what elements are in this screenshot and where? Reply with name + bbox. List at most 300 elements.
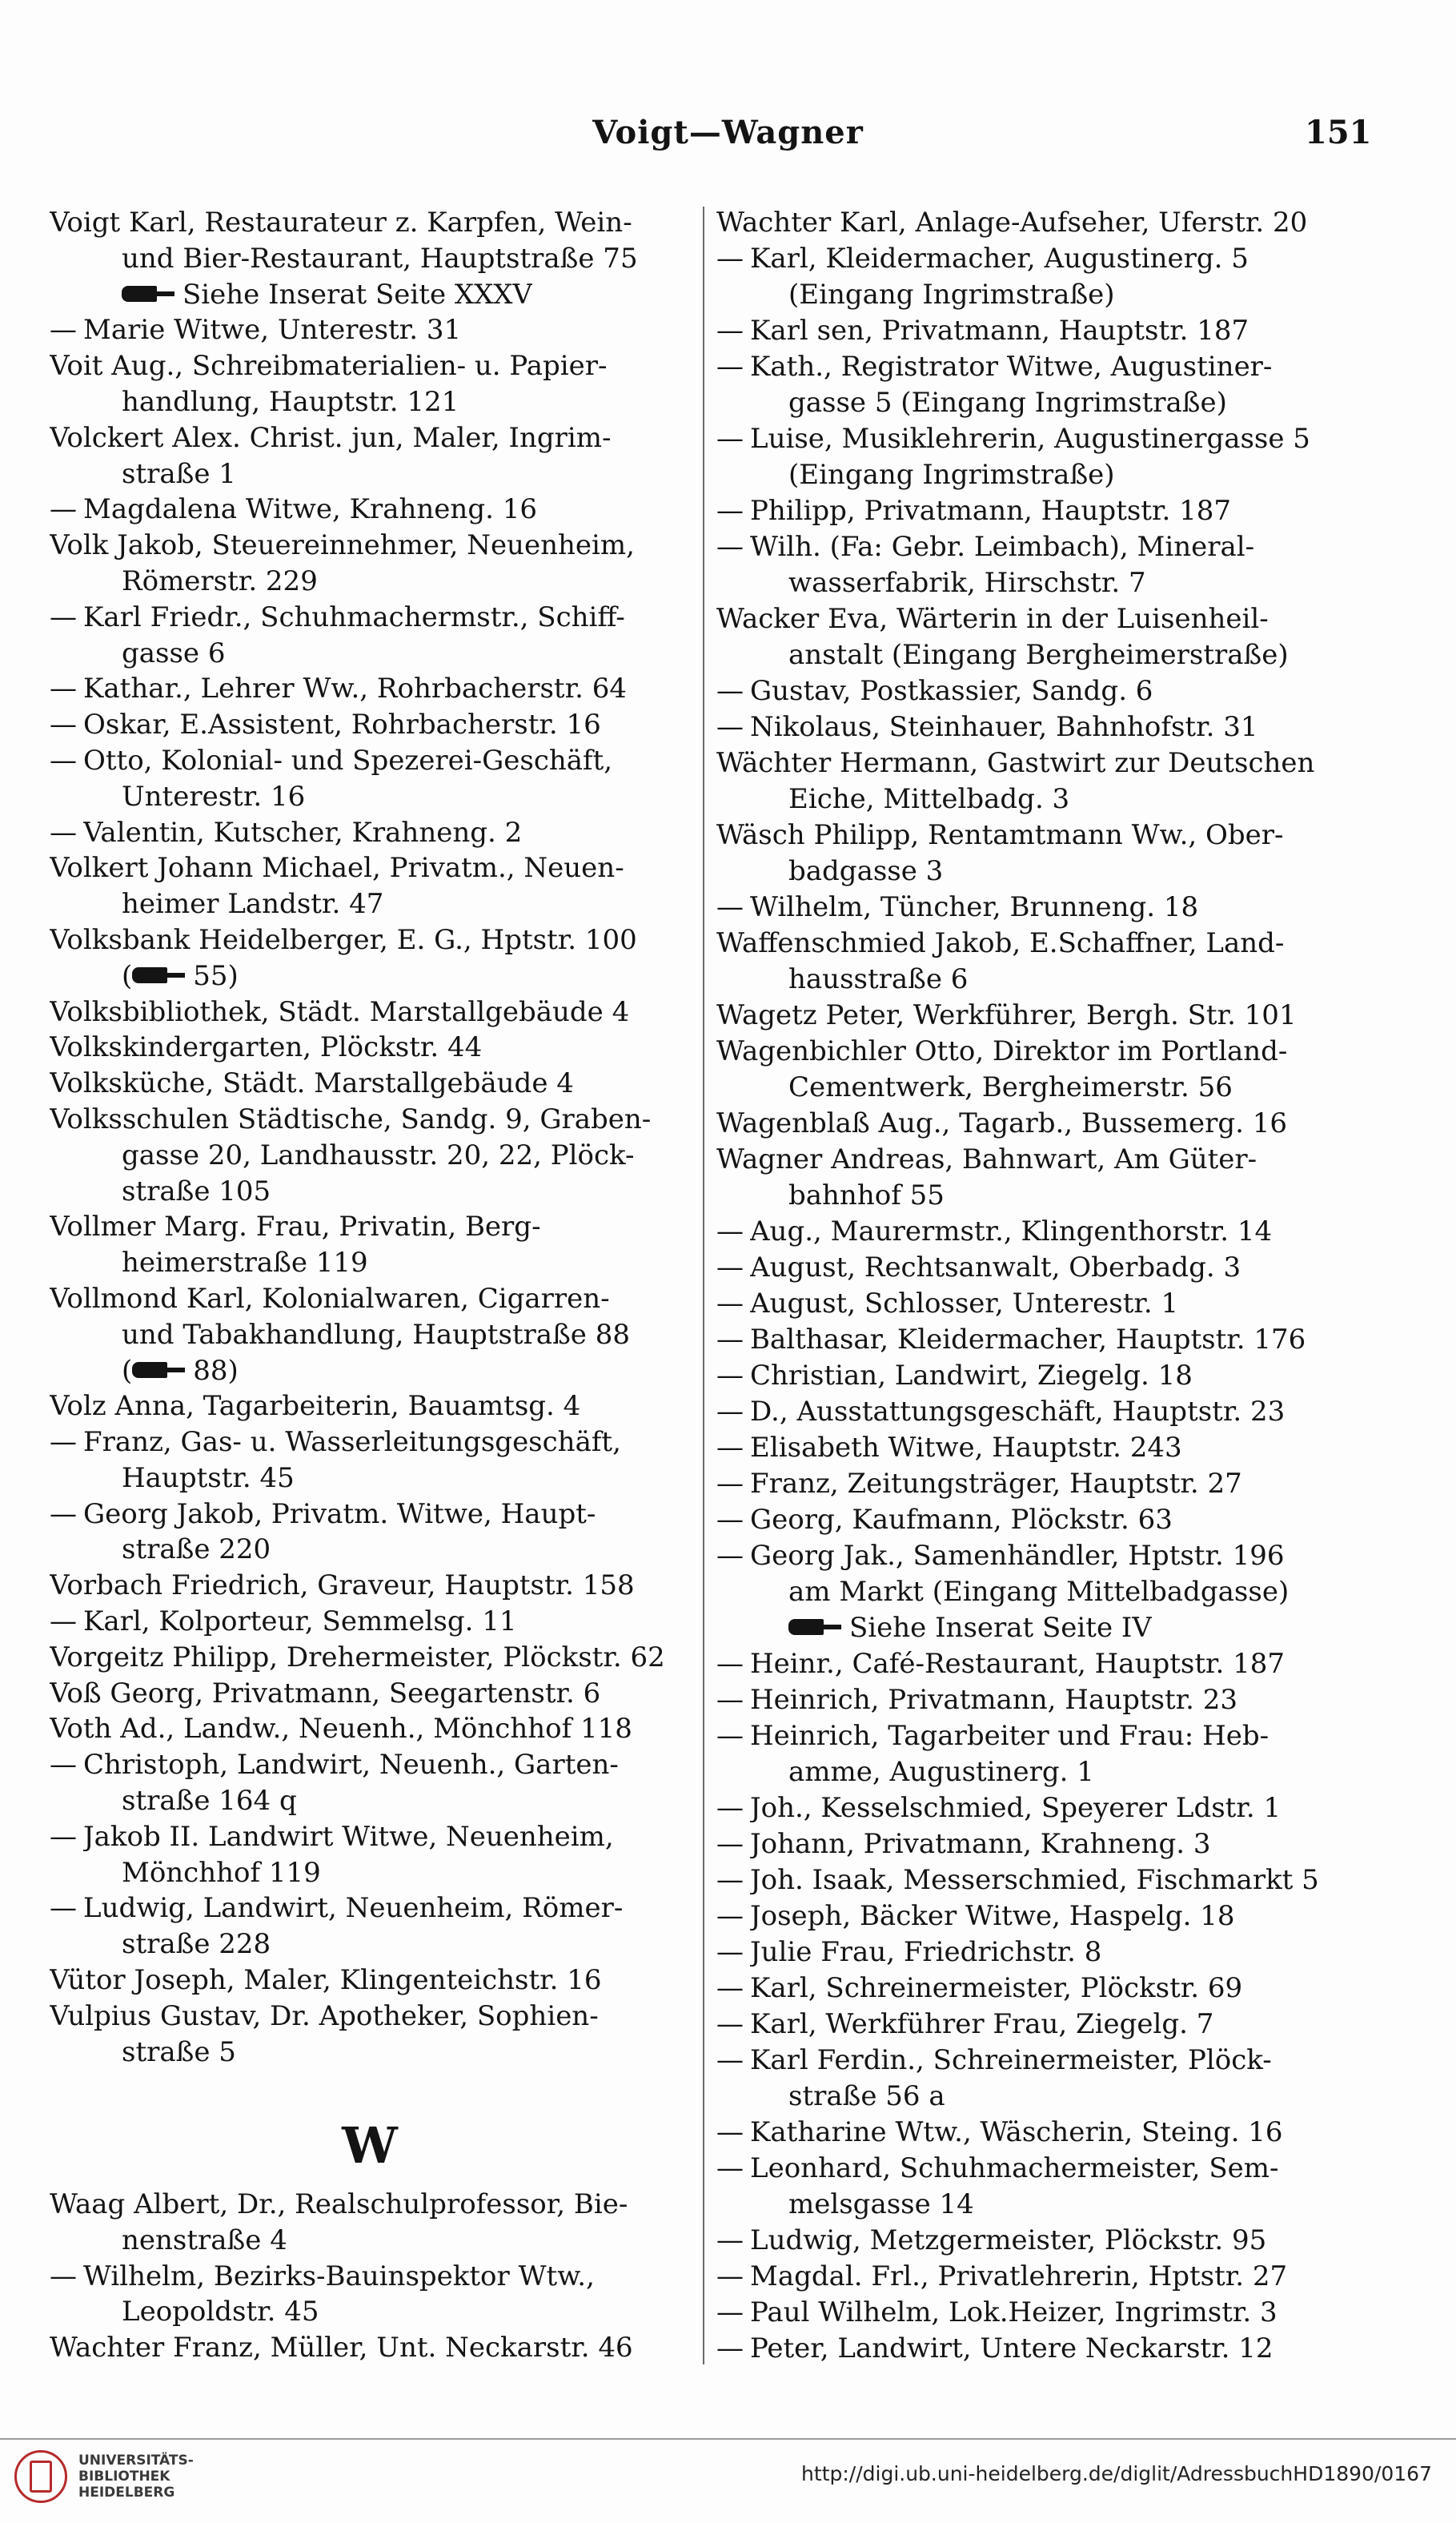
entry-text: (Eingang Ingrimstraße) [788, 459, 1115, 491]
directory-entry [716, 207, 1369, 239]
entry-text: gasse 20, Landhausstr. 20, 22, Plöck- [122, 1139, 635, 1171]
directory-entry [716, 1107, 1369, 1139]
entry-text: Hauptstr. 45 [122, 1461, 295, 1494]
directory-subentry [716, 1468, 1369, 1500]
entry-text: Katharine Wtw., Wäscherin, Steing. 16 [750, 2116, 1283, 2148]
directory-subentry [716, 2152, 1369, 2184]
directory-subentry [716, 1900, 1369, 1932]
entry-text: Volckert Alex. Christ. jun, Maler, Ingrim- [50, 421, 612, 454]
entry-text: Kathar., Lehrer Ww., Rohrbacherstr. 64 [83, 673, 627, 705]
entry-text: Siehe Inserat Seite XXXV [183, 278, 533, 311]
ditto-dash: — [716, 2044, 744, 2076]
entry-text: Christoph, Landwirt, Neuenh., Garten- [83, 1749, 619, 1782]
entry-continuation [50, 1355, 690, 1387]
directory-entry [716, 927, 1369, 959]
entry-continuation [50, 1319, 690, 1351]
ditto-dash: — [50, 1892, 77, 1925]
directory-subentry [716, 1684, 1369, 1716]
directory-subentry [50, 314, 690, 346]
ditto-dash: — [50, 744, 77, 777]
library-seal-icon [14, 2450, 67, 2503]
directory-entry [716, 819, 1369, 851]
ditto-dash: — [716, 495, 744, 527]
entry-text: straße 228 [122, 1928, 271, 1961]
entry-text: Vulpius Gustav, Dr. Apotheker, Sophien- [50, 1999, 599, 2032]
advert-reference [50, 279, 690, 311]
entry-text: Volk Jakob, Steuereinnehmer, Neuenheim, [50, 529, 635, 562]
entry-text: Wacker Eva, Wärterin in der Luisenheil- [716, 603, 1269, 635]
directory-subentry [716, 2116, 1369, 2148]
entry-text: Volkskindergarten, Plöckstr. 44 [50, 1031, 483, 1064]
ditto-dash: — [716, 1432, 744, 1464]
entry-text: straße 220 [122, 1533, 271, 1566]
ditto-dash: — [50, 314, 77, 347]
directory-subentry [716, 2224, 1369, 2256]
entry-continuation [50, 1785, 690, 1817]
directory-subentry [716, 495, 1369, 527]
directory-subentry [716, 1864, 1369, 1896]
pointing-hand-icon [122, 283, 174, 303]
entry-text: Georg Jak., Samenhändler, Hptstr. 196 [750, 1540, 1285, 1572]
ditto-dash: — [50, 816, 77, 849]
directory-subentry [50, 817, 690, 849]
ditto-dash: — [716, 1288, 744, 1320]
entry-continuation [50, 2296, 690, 2328]
ditto-dash: — [716, 1792, 744, 1824]
ditto-dash: — [50, 1820, 77, 1853]
directory-entry [50, 1211, 690, 1243]
entry-text: Joh. Isaak, Messerschmied, Fischmarkt 5 [750, 1864, 1319, 1896]
directory-subentry [50, 1605, 690, 1637]
entry-text: Ludwig, Landwirt, Neuenheim, Römer- [83, 1892, 624, 1925]
ditto-dash: — [50, 2260, 77, 2292]
ditto-dash: — [716, 1972, 744, 2004]
entry-continuation [50, 1857, 690, 1889]
entry-text: Volz Anna, Tagarbeiterin, Bauamtsg. 4 [50, 1390, 581, 1423]
directory-subentry [716, 531, 1369, 563]
directory-subentry [716, 711, 1369, 743]
entry-text: Ludwig, Metzgermeister, Plöckstr. 95 [750, 2224, 1267, 2256]
entry-text: Karl Ferdin., Schreinermeister, Plöck- [750, 2044, 1272, 2076]
directory-subentry [716, 1432, 1369, 1464]
entry-text: Joseph, Bäcker Witwe, Haspelg. 18 [750, 1900, 1235, 1932]
entry-text: Elisabeth Witwe, Hauptstr. 243 [750, 1432, 1182, 1464]
pointing-hand-icon [132, 1359, 185, 1380]
directory-entry [50, 1641, 690, 1673]
directory-entry [716, 603, 1369, 635]
entry-text: Franz, Gas- u. Wasserleitungsgeschäft, [83, 1426, 621, 1459]
entry-text: Volksbank Heidelberger, E. G., Hptstr. 100 [50, 923, 637, 956]
entry-text: Leopoldstr. 45 [122, 2296, 319, 2328]
ditto-dash: — [716, 243, 744, 275]
directory-entry [50, 529, 690, 561]
entry-text: Cementwerk, Bergheimerstr. 56 [788, 1071, 1233, 1103]
ditto-dash: — [716, 1936, 744, 1968]
entry-text: amme, Augustinerg. 1 [788, 1756, 1094, 1788]
entry-text: Luise, Musiklehrerin, Augustinergasse 5 [750, 423, 1310, 455]
ditto-dash: — [716, 1864, 744, 1896]
ditto-dash: — [50, 1605, 77, 1638]
ditto-dash: — [716, 675, 744, 707]
ditto-dash: — [50, 1749, 77, 1782]
directory-entry [50, 422, 690, 454]
advert-reference [716, 1612, 1369, 1644]
entry-text: hausstraße 6 [788, 963, 969, 995]
ditto-dash: — [50, 709, 77, 741]
entry-text: Gustav, Postkassier, Sandg. 6 [750, 675, 1153, 707]
section-letter-heading: W [342, 2116, 398, 2175]
entry-continuation [716, 2188, 1369, 2220]
entry-text: Wagetz Peter, Werkführer, Bergh. Str. 101 [716, 999, 1297, 1031]
entry-continuation [716, 2080, 1369, 2112]
directory-entry [50, 350, 690, 382]
entry-text: Volksbibliothek, Städt. Marstallgebäude 4 [50, 995, 630, 1028]
footer-divider [0, 2438, 1456, 2440]
ditto-dash: — [50, 1426, 77, 1459]
directory-subentry [50, 1892, 690, 1924]
entry-text: Karl, Kleidermacher, Augustinerg. 5 [750, 243, 1249, 275]
directory-subentry [50, 1749, 690, 1781]
entry-text: Wachter Karl, Anlage-Aufseher, Uferstr. 20 [716, 207, 1308, 239]
entry-text: Julie Frau, Friedrichstr. 8 [750, 1936, 1102, 1968]
ditto-dash: — [716, 1215, 744, 1247]
entry-text: Balthasar, Kleidermacher, Hauptstr. 176 [750, 1324, 1306, 1356]
directory-entry [50, 2332, 690, 2364]
entry-text: Peter, Landwirt, Untere Neckarstr. 12 [750, 2332, 1273, 2364]
entry-text: gasse 5 (Eingang Ingrimstraße) [788, 387, 1227, 419]
directory-subentry [716, 1828, 1369, 1860]
entry-continuation [50, 386, 690, 418]
ditto-dash: — [50, 673, 77, 705]
entry-text: straße 1 [122, 457, 236, 490]
directory-entry [50, 2188, 690, 2220]
directory-subentry [716, 351, 1369, 383]
directory-subentry [716, 1396, 1369, 1428]
entry-text: Magdalena Witwe, Krahneng. 16 [83, 493, 537, 526]
directory-subentry [716, 1792, 1369, 1824]
ditto-dash: — [716, 1396, 744, 1428]
ditto-dash: — [716, 1684, 744, 1716]
directory-entry [50, 1390, 690, 1422]
directory-entry [716, 1143, 1369, 1175]
entry-text: Wilhelm, Tüncher, Brunneng. 18 [750, 891, 1199, 923]
ditto-dash: — [716, 2332, 744, 2364]
entry-continuation [716, 567, 1369, 599]
entry-continuation [716, 387, 1369, 419]
entry-text: Leonhard, Schuhmachermeister, Sem- [750, 2152, 1279, 2184]
entry-text: Franz, Zeitungsträger, Hauptstr. 27 [750, 1468, 1242, 1500]
directory-subentry [716, 243, 1369, 275]
entry-text: Vorbach Friedrich, Graveur, Hauptstr. 158 [50, 1569, 635, 1602]
entry-text: straße 105 [122, 1175, 271, 1207]
entry-text: Heinr., Café-Restaurant, Hauptstr. 187 [750, 1648, 1286, 1680]
directory-subentry [716, 891, 1369, 923]
ditto-dash: — [716, 1720, 744, 1752]
ditto-dash: — [716, 711, 744, 743]
entry-text: handlung, Hauptstr. 121 [122, 385, 459, 418]
directory-subentry [716, 1360, 1369, 1392]
library-name-line: UNIVERSITÄTS- [78, 2453, 194, 2469]
ditto-dash: — [716, 2224, 744, 2256]
directory-subentry [716, 2260, 1369, 2292]
entry-text: Waffenschmied Jakob, E.Schaffner, Land- [716, 927, 1285, 959]
directory-subentry [50, 673, 690, 705]
ditto-dash: — [716, 351, 744, 383]
entry-text: Wilh. (Fa: Gebr. Leimbach), Mineral- [750, 531, 1255, 563]
entry-text: nenstraße 4 [122, 2224, 287, 2256]
entry-text: Voß Georg, Privatmann, Seegartenstr. 6 [50, 1677, 601, 1709]
entry-continuation [50, 1462, 690, 1494]
entry-text: Georg, Kaufmann, Plöckstr. 63 [750, 1504, 1173, 1536]
entry-continuation [50, 2036, 690, 2068]
directory-subentry [716, 2044, 1369, 2076]
directory-subentry [716, 1504, 1369, 1536]
entry-text: Eiche, Mittelbadg. 3 [788, 783, 1070, 815]
entry-text: am Markt (Eingang Mittelbadgasse) [788, 1576, 1290, 1608]
directory-subentry [716, 423, 1369, 455]
entry-text: Waag Albert, Dr., Realschulprofessor, Bie- [50, 2188, 628, 2221]
entry-text: und Bier-Restaurant, Hauptstraße 75 [122, 242, 638, 275]
directory-subentry [50, 2260, 690, 2292]
library-name-line: HEIDELBERG [78, 2485, 175, 2501]
entry-text: und Tabakhandlung, Hauptstraße 88 [122, 1318, 630, 1351]
page-number: 151 [1305, 114, 1372, 151]
directory-entry [50, 1103, 690, 1135]
ditto-dash: — [716, 1540, 744, 1572]
directory-subentry [716, 315, 1369, 347]
entry-text: Voit Aug., Schreibmaterialien- u. Papier- [50, 350, 608, 383]
entry-text: heimer Landstr. 47 [122, 888, 384, 921]
entry-text: anstalt (Eingang Bergheimerstraße) [788, 639, 1289, 671]
entry-text: D., Ausstattungsgeschäft, Hauptstr. 23 [750, 1396, 1286, 1428]
page-header-title: Voigt—Wagner [592, 114, 864, 151]
entry-continuation [50, 781, 690, 813]
entry-text: Karl, Werkführer Frau, Ziegelg. 7 [750, 2008, 1214, 2040]
entry-continuation [50, 458, 690, 490]
entry-text: badgasse 3 [788, 855, 944, 887]
library-name [78, 2453, 194, 2501]
ditto-dash: — [50, 1497, 77, 1530]
entry-text: Römerstr. 229 [122, 564, 318, 597]
entry-continuation [716, 963, 1369, 995]
entry-text: Magdal. Frl., Privatlehrerin, Hptstr. 27 [750, 2260, 1288, 2292]
directory-subentry [716, 1215, 1369, 1247]
entry-continuation [716, 1756, 1369, 1788]
entry-text: straße 5 [122, 2035, 236, 2068]
directory-entry [716, 999, 1369, 1031]
entry-text: Wilhelm, Bezirks-Bauinspektor Wtw., [83, 2260, 595, 2292]
directory-subentry [716, 2008, 1369, 2040]
section-spacer [50, 2071, 690, 2103]
directory-subentry [716, 1648, 1369, 1680]
library-name-line: BIBLIOTHEK [78, 2469, 170, 2485]
directory-entry [50, 1569, 690, 1601]
entry-text: Heinrich, Privatmann, Hauptstr. 23 [750, 1684, 1238, 1716]
source-url-link[interactable]: http://digi.ub.uni-heidelberg.de/diglit/AdressbuchHD1890/0167 [801, 2462, 1432, 2485]
reference-paren: ( [122, 1354, 133, 1387]
entry-continuation [50, 2224, 690, 2256]
entry-continuation [716, 459, 1369, 491]
entry-continuation [716, 1576, 1369, 1608]
entry-continuation [716, 279, 1369, 311]
entry-text: Wäsch Philipp, Rentamtmann Ww., Ober- [716, 819, 1284, 851]
entry-text: melsgasse 14 [788, 2188, 974, 2220]
entry-continuation [50, 243, 690, 275]
entry-text: Siehe Inserat Seite IV [849, 1612, 1152, 1644]
entry-text: Wagner Andreas, Bahnwart, Am Güter- [716, 1143, 1257, 1175]
entry-text: Jakob II. Landwirt Witwe, Neuenheim, [83, 1820, 614, 1853]
pointing-hand-icon [132, 964, 185, 985]
entry-text: bahnhof 55 [788, 1179, 945, 1211]
entry-text: Karl sen, Privatmann, Hauptstr. 187 [750, 315, 1249, 347]
directory-entry [50, 1067, 690, 1099]
entry-text: Wachter Franz, Müller, Unt. Neckarstr. 46 [50, 2332, 633, 2364]
ditto-dash: — [716, 2152, 744, 2184]
directory-entry [50, 1283, 690, 1315]
entry-text: Marie Witwe, Unterestr. 31 [83, 314, 462, 347]
directory-entry [716, 1035, 1369, 1067]
directory-subentry [716, 1251, 1369, 1284]
entry-text: Nikolaus, Steinhauer, Bahnhofstr. 31 [750, 711, 1258, 743]
directory-entry [50, 1964, 690, 1996]
entry-text: 88) [193, 1354, 239, 1387]
entry-text: heimerstraße 119 [122, 1247, 368, 1280]
directory-subentry [716, 1972, 1369, 2004]
entry-text: Kath., Registrator Witwe, Augustiner- [750, 351, 1273, 383]
entry-text: Philipp, Privatmann, Hauptstr. 187 [750, 495, 1231, 527]
entry-continuation [50, 1928, 690, 1960]
entry-text: Voigt Karl, Restaurateur z. Karpfen, Wein- [50, 207, 632, 239]
entry-text: straße 164 q [122, 1785, 297, 1818]
directory-entry [50, 1713, 690, 1745]
entry-text: Johann, Privatmann, Krahneng. 3 [750, 1828, 1211, 1860]
entry-text: Joh., Kesselschmied, Speyerer Ldstr. 1 [750, 1792, 1282, 1824]
directory-subentry [716, 675, 1369, 707]
ditto-dash: — [716, 1324, 744, 1356]
entry-text: 55) [193, 959, 239, 992]
column-divider [703, 207, 704, 2364]
entry-continuation [716, 639, 1369, 671]
directory-entry [716, 747, 1369, 779]
entry-continuation [50, 637, 690, 669]
entry-text: Paul Wilhelm, Lok.Heizer, Ingrimstr. 3 [750, 2296, 1278, 2328]
entry-text: (Eingang Ingrimstraße) [788, 279, 1115, 311]
directory-subentry [716, 1288, 1369, 1320]
directory-subentry [50, 1821, 690, 1853]
ditto-dash: — [716, 531, 744, 563]
entry-text: Unterestr. 16 [122, 780, 306, 813]
entry-continuation [716, 783, 1369, 815]
entry-text: Vütor Joseph, Maler, Klingenteichstr. 16 [50, 1964, 602, 1997]
entry-text: Christian, Landwirt, Ziegelg. 18 [750, 1360, 1193, 1392]
entry-continuation [50, 960, 690, 992]
directory-entry [50, 1031, 690, 1063]
entry-text: gasse 6 [122, 637, 226, 669]
entry-continuation [50, 1175, 690, 1207]
entry-text: Vollmond Karl, Kolonialwaren, Cigarren- [50, 1282, 610, 1315]
ditto-dash: — [716, 1828, 744, 1860]
ditto-dash: — [716, 1648, 744, 1680]
entry-text: straße 56 a [788, 2080, 945, 2112]
ditto-dash: — [716, 1468, 744, 1500]
entry-text: Aug., Maurermstr., Klingenthorstr. 14 [750, 1215, 1273, 1247]
entry-text: August, Rechtsanwalt, Oberbadg. 3 [750, 1251, 1241, 1284]
entry-text: Volksküche, Städt. Marstallgebäude 4 [50, 1067, 574, 1100]
directory-subentry [716, 2296, 1369, 2328]
directory-subentry [50, 601, 690, 633]
reference-paren: ( [122, 959, 133, 992]
entry-text: Volkert Johann Michael, Privatm., Neuen- [50, 852, 624, 885]
entry-text: Volksschulen Städtische, Sandg. 9, Graben- [50, 1103, 652, 1135]
directory-subentry [50, 709, 690, 741]
entry-continuation [50, 565, 690, 597]
directory-subentry [716, 1540, 1369, 1572]
ditto-dash: — [716, 315, 744, 347]
entry-text: Oskar, E.Assistent, Rohrbacherstr. 16 [83, 709, 601, 741]
ditto-dash: — [716, 1900, 744, 1932]
directory-entry [50, 924, 690, 956]
ditto-dash: — [716, 891, 744, 923]
entry-continuation [50, 1247, 690, 1279]
directory-subentry [716, 1936, 1369, 1968]
ditto-dash: — [716, 1251, 744, 1284]
entry-text: Heinrich, Tagarbeiter und Frau: Heb- [750, 1720, 1269, 1752]
directory-subentry [50, 1498, 690, 1530]
entry-continuation [716, 1071, 1369, 1103]
entry-text: Otto, Kolonial- und Spezerei-Geschäft, [83, 744, 613, 777]
entry-text: Valentin, Kutscher, Krahneng. 2 [83, 816, 523, 849]
directory-subentry [50, 1426, 690, 1458]
entry-text: Wagenblaß Aug., Tagarb., Bussemerg. 16 [716, 1107, 1288, 1139]
entry-continuation [50, 888, 690, 920]
entry-text: Vollmer Marg. Frau, Privatin, Berg- [50, 1211, 541, 1243]
directory-subentry [716, 1720, 1369, 1752]
entry-text: Mönchhof 119 [122, 1856, 321, 1889]
entry-text: August, Schlosser, Unterestr. 1 [750, 1288, 1179, 1320]
directory-entry [50, 996, 690, 1028]
pointing-hand-icon [788, 1616, 841, 1637]
directory-entry [50, 207, 690, 239]
ditto-dash: — [50, 601, 77, 633]
directory-entry [50, 2000, 690, 2032]
ditto-dash: — [716, 423, 744, 455]
entry-text: Karl, Schreinermeister, Plöckstr. 69 [750, 1972, 1243, 2004]
entry-text: Karl, Kolporteur, Semmelsg. 11 [83, 1605, 517, 1638]
ditto-dash: — [716, 1504, 744, 1536]
entry-continuation [50, 1533, 690, 1565]
directory-subentry [50, 493, 690, 525]
directory-subentry [716, 1324, 1369, 1356]
entry-continuation [716, 855, 1369, 887]
directory-entry [50, 1677, 690, 1709]
ditto-dash: — [716, 2260, 744, 2292]
entry-continuation [50, 1139, 690, 1171]
entry-text: Georg Jakob, Privatm. Witwe, Haupt- [83, 1497, 596, 1530]
directory-entry [50, 852, 690, 884]
entry-text: Vorgeitz Philipp, Drehermeister, Plöckstr. 62 [50, 1641, 665, 1673]
left-column [50, 207, 690, 2364]
directory-subentry [716, 2332, 1369, 2364]
entry-text: Wagenbichler Otto, Direktor im Portland- [716, 1035, 1288, 1067]
entry-continuation [716, 1179, 1369, 1211]
ditto-dash: — [716, 2296, 744, 2328]
ditto-dash: — [716, 2008, 744, 2040]
ditto-dash: — [716, 1360, 744, 1392]
library-logo[interactable] [14, 2450, 194, 2503]
entry-text: Karl Friedr., Schuhmachermstr., Schiff- [83, 601, 625, 633]
right-column [716, 207, 1369, 2364]
entry-text: Wächter Hermann, Gastwirt zur Deutschen [716, 747, 1315, 779]
